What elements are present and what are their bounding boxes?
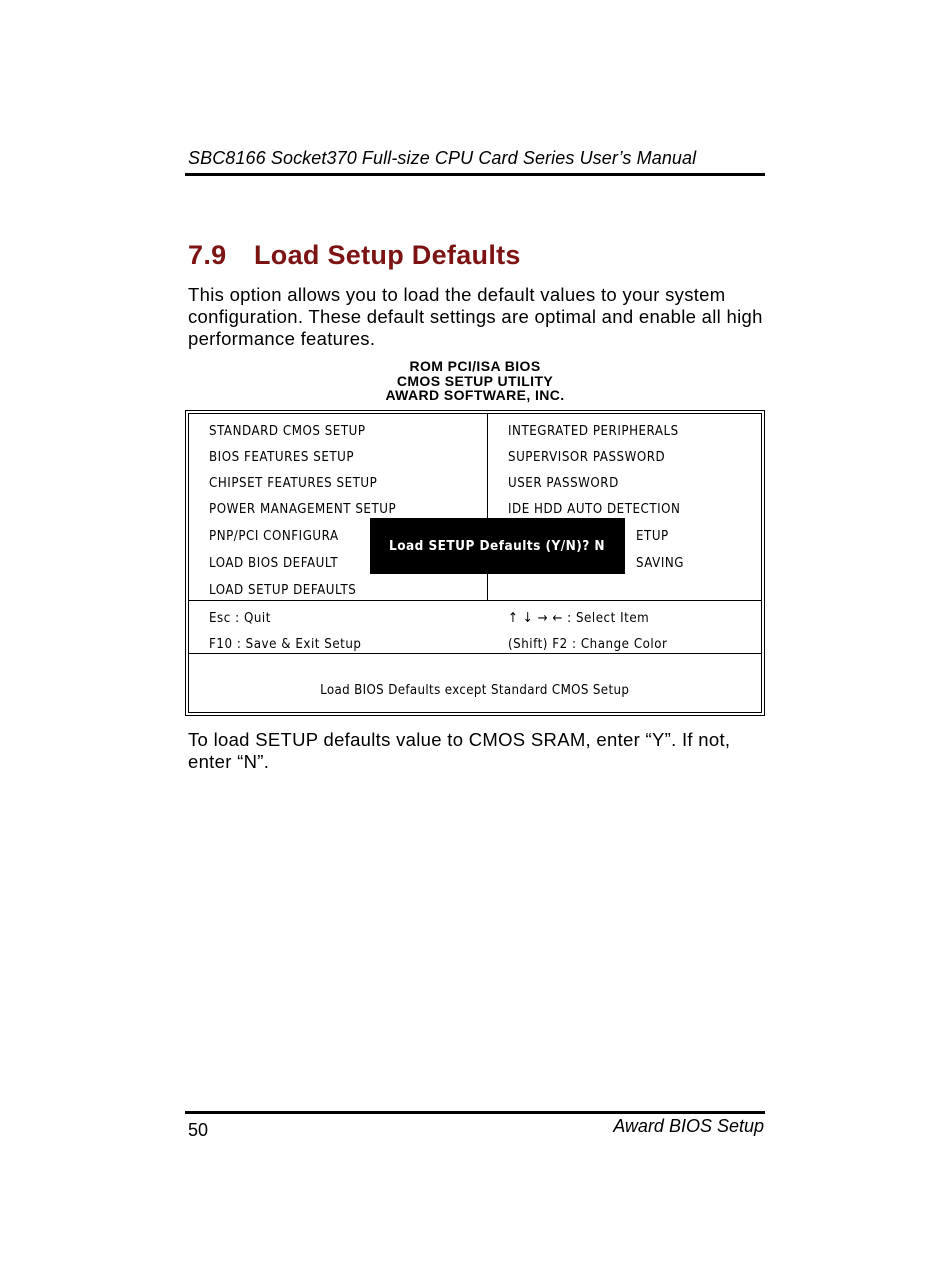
section-title [188, 240, 521, 271]
menu-item-supervisor-password[interactable]: SUPERVISOR PASSWORD [508, 449, 666, 465]
intro-paragraph: This option allows you to load the default values to your system configuration. These default settings are optimal and enable all high performance features. [188, 284, 763, 349]
key-hint-esc-quit: Esc : Quit [209, 610, 271, 626]
menu-item-integrated-peripherals[interactable]: INTEGRATED PERIPHERALS [508, 423, 679, 439]
footer-rule [185, 1111, 765, 1114]
bios-heading-line: AWARD SOFTWARE, INC. [385, 387, 565, 403]
menu-item-exit-without-saving-partial[interactable]: SAVING [636, 555, 685, 571]
menu-item-pnp-pci-configuration[interactable]: PNP/PCI CONFIGURA [209, 528, 339, 544]
help-line [189, 682, 761, 698]
section-title-text: Load Setup Defaults [254, 240, 521, 270]
menu-item-load-setup-defaults[interactable]: LOAD SETUP DEFAULTS [209, 582, 357, 598]
header-rule [185, 173, 765, 176]
bios-screen [185, 410, 765, 716]
key-hint-change-color: (Shift) F2 : Change Color [508, 636, 668, 652]
confirm-dialog-prompt: Load SETUP Defaults (Y/N)? N [389, 538, 606, 554]
keys-divider [189, 653, 761, 654]
key-hint-f10-save-exit: F10 : Save & Exit Setup [209, 636, 362, 652]
menu-item-user-password[interactable]: USER PASSWORD [508, 475, 619, 491]
page-header-title: SBC8166 Socket370 Full-size CPU Card Series User’s Manual [188, 148, 697, 168]
menu-item-load-bios-defaults[interactable]: LOAD BIOS DEFAULT [209, 555, 339, 571]
help-line-text: Load BIOS Defaults except Standard CMOS Setup [320, 682, 630, 698]
bios-heading [185, 359, 765, 403]
bios-screen-inner [188, 413, 762, 713]
menu-divider [189, 600, 761, 601]
bios-heading-line: ROM PCI/ISA BIOS [409, 358, 541, 374]
menu-item-power-management-setup[interactable]: POWER MANAGEMENT SETUP [209, 501, 397, 517]
menu-item-ide-hdd-auto-detection[interactable]: IDE HDD AUTO DETECTION [508, 501, 681, 517]
page-number: 50 [188, 1120, 209, 1140]
key-hint-select-item: ↑ ↓ → ← : Select Item [508, 610, 650, 626]
section-number: 7.9 [188, 240, 227, 270]
confirm-dialog[interactable] [370, 518, 625, 574]
menu-item-chipset-features-setup[interactable]: CHIPSET FEATURES SETUP [209, 475, 378, 491]
menu-item-standard-cmos-setup[interactable]: STANDARD CMOS SETUP [209, 423, 366, 439]
footer-title: Award BIOS Setup [613, 1116, 764, 1136]
bios-heading-line: CMOS SETUP UTILITY [396, 372, 554, 389]
outro-paragraph: To load SETUP defaults value to CMOS SRAM, enter “Y”. If not, enter “N”. [188, 729, 731, 772]
menu-item-save-exit-setup-partial[interactable]: ETUP [636, 528, 669, 544]
menu-item-bios-features-setup[interactable]: BIOS FEATURES SETUP [209, 449, 355, 465]
